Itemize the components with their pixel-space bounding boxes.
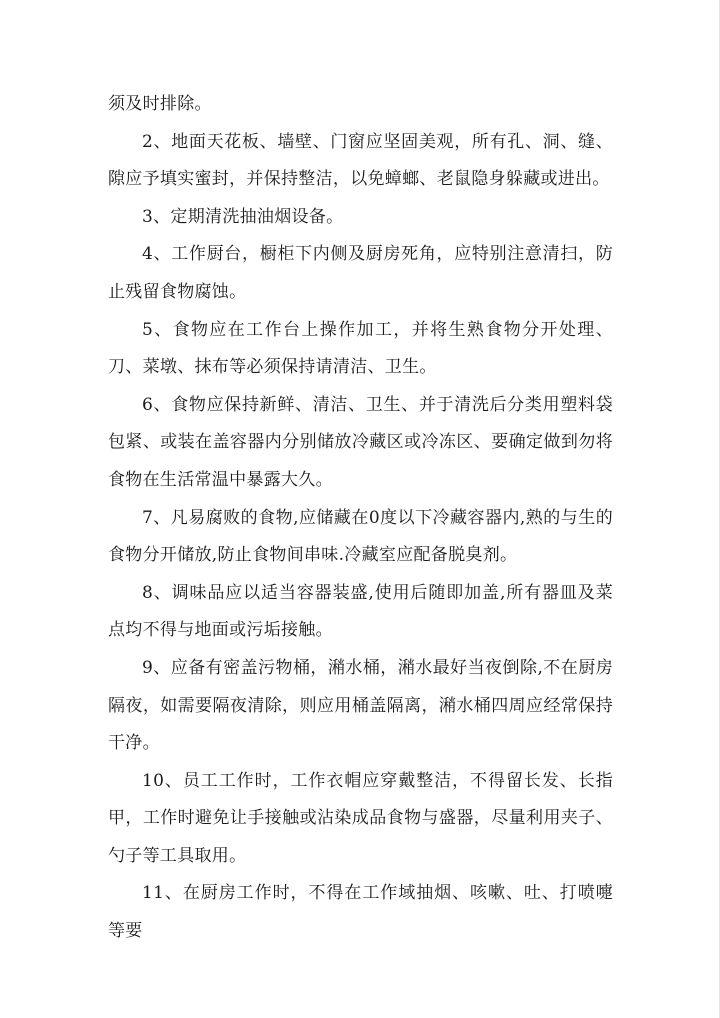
paragraph-item-4: 4、工作厨台，橱柜下内侧及厨房死角，应特别注意清扫，防止残留食物腐蚀。 <box>108 244 613 302</box>
paragraph-item-5: 5、食物应在工作台上操作加工，并将生熟食物分开处理、刀、菜墩、抹布等必须保持请清洁、卫生。 <box>108 319 613 378</box>
document-body <box>108 86 613 951</box>
paragraph-continuation: 须及时排除。 <box>108 94 212 114</box>
paragraph-item-11: 11、在厨房工作时，不得在工作域抽烟、咳嗽、吐、打喷嚏等要 <box>108 883 613 942</box>
paragraph-item-2: 2、地面天花板、墙壁、门窗应坚固美观，所有孔、洞、缝、隙应予填实蜜封，并保持整洁，以免蟑螂、老鼠隐身躲藏或进出。 <box>108 131 613 190</box>
paragraph-item-9: 9、应备有密盖污物桶，潲水桶，潲水最好当夜倒除,不在厨房隔夜，如需要隔夜清除，则应用桶盖隔离，潲水桶四周应经常保持干净。 <box>108 657 613 754</box>
paragraph-item-3: 3、定期清洗抽油烟设备。 <box>142 206 344 227</box>
paragraph-item-10: 10、员工工作时，工作衣帽应穿戴整洁，不得留长发、长指甲，工作时避免让手接触或沾染成品食物与盛器，尽量利用夹子、勺子等工具取用。 <box>108 770 613 866</box>
paragraph-item-6: 6、食物应保持新鲜、清洁、卫生、并于清洗后分类用塑料袋包紧、或装在盖容器内分别储放冷藏区或冷冻区、要确定做到勿将食物在生活常温中暴露大久。 <box>108 394 613 490</box>
paragraph-item-8: 8、调味品应以适当容器装盛,使用后随即加盖,所有器皿及菜点均不得与地面或污垢接触。 <box>108 582 613 641</box>
paragraph-item-7: 7、凡易腐败的食物,应储藏在0度以下冷藏容器内,熟的与生的食物分开储放,防止食物间串味.冷藏室应配备脱臭剂。 <box>108 507 613 566</box>
